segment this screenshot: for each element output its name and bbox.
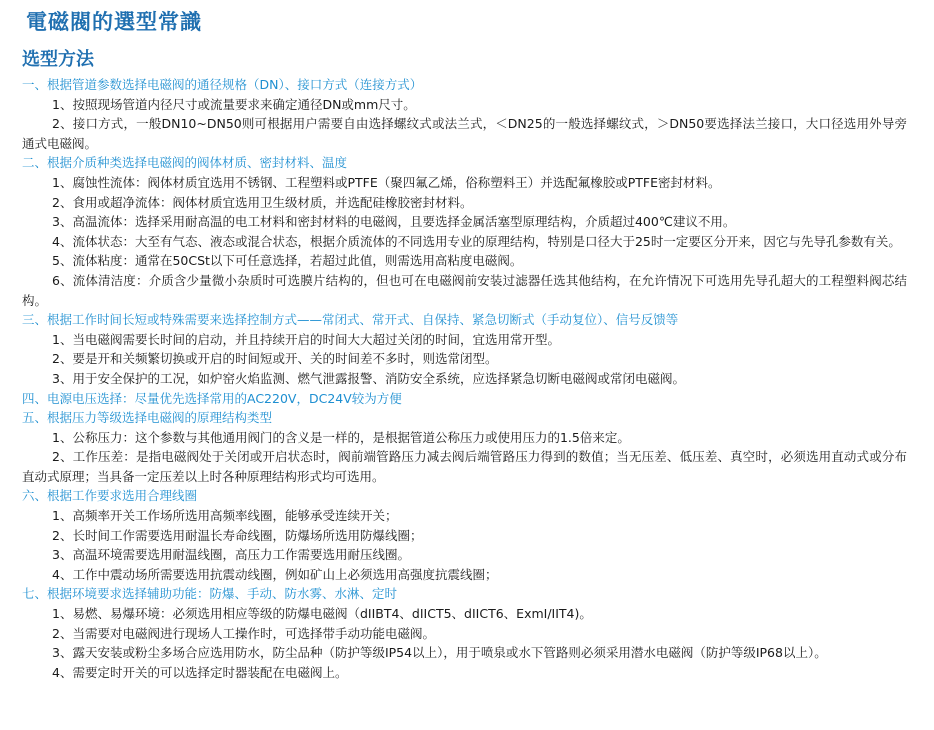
list-item: 1、当电磁阀需要长时间的启动，并且持续开启的时间大大超过关闭的时间，宜选用常开型。: [52, 331, 560, 347]
list-item: 2、食用或超净流体：阀体材质宜选用卫生级材质，并选配硅橡胶密封材料。: [52, 194, 473, 210]
list-item: 1、按照现场管道内径尺寸或流量要求来确定通径DN或mm尺寸。: [52, 96, 416, 112]
page-title: 電磁閥的選型常識: [26, 10, 202, 34]
list-item: 2、工作压差：是指电磁阀处于关闭或开启状态时，阀前端管路压力减去阀后端管路压力得到的数值；当无压差、低压差、真空时，必须选用直动式或分布直动式原理；当具备一定压差以上时各种原理结构形式均可选用。: [22, 449, 907, 484]
section-heading: 三、根据工作时间长短或特殊需要来选择控制方式——常闭式、常开式、自保持、紧急切断式（手动复位）、信号反馈等: [22, 312, 679, 328]
list-item: 4、需要定时开关的可以选择定时器装配在电磁阀上。: [52, 664, 348, 680]
section-heading: 一、根据管道参数选择电磁阀的通径规格（DN）、接口方式（连接方式）: [22, 77, 423, 92]
section-heading: 四、电源电压选择：尽量优先选择常用的AC220V，DC24V较为方便: [22, 390, 402, 406]
list-item: 1、公称压力：这个参数与其他通用阀门的含义是一样的，是根据管道公称压力或使用压力的1.5倍来定。: [52, 429, 630, 445]
list-item: 2、当需要对电磁阀进行现场人工操作时，可选择带手动功能电磁阀。: [52, 625, 435, 641]
list-item: 3、露天安装或粉尘多场合应选用防水，防尘品种（防护等级IP54以上），用于喷泉或水下管路则必须采用潜水电磁阀（防护等级IP68以上）。: [52, 645, 827, 661]
list-item: 5、流体粘度：通常在50CSt以下可任意选择，若超过此值，则需选用高粘度电磁阀。: [52, 253, 523, 269]
list-item: 3、高温环境需要选用耐温线圈，高压力工作需要选用耐压线圈。: [52, 547, 410, 563]
list-item: 1、高频率开关工作场所选用高频率线圈，能够承受连续开关；: [52, 508, 398, 524]
list-item: 2、长时间工作需要选用耐温长寿命线圈，防爆场所选用防爆线圈；: [52, 527, 423, 543]
list-item: 3、高温流体：选择采用耐高温的电工材料和密封材料的电磁阀，且要选择金属活塞型原理结构，介质超过400℃建议不用。: [52, 214, 736, 230]
section-subtitle: 选型方法: [22, 49, 94, 70]
content-body: [22, 75, 907, 682]
list-item: 1、易燃、易爆环境：必须选用相应等级的防爆电磁阀（dIIBT4、dIICT5、dIICT6、ExmI/IIT4)。: [52, 606, 592, 622]
list-item: 4、工作中震动场所需要选用抗震动线圈，例如矿山上必须选用高强度抗震线圈；: [52, 566, 498, 582]
list-item: 2、要是开和关频繁切换或开启的时间短或开、关的时间差不多时，则选常闭型。: [52, 351, 498, 367]
list-item: 4、流体状态：大至有气态、液态或混合状态，根据介质流体的不同选用专业的原理结构，特别是口径大于25时一定要区分开来，因它与先导孔参数有关。: [52, 233, 901, 249]
list-item: 3、用于安全保护的工况，如炉窑火焰监测、燃气泄露报警、消防安全系统，应选择紧急切断电磁阀或常闭电磁阀。: [52, 370, 685, 386]
section-heading: 二、根据介质种类选择电磁阀的阀体材质、密封材料、温度: [22, 155, 348, 171]
section-heading: 五、根据压力等级选择电磁阀的原理结构类型: [22, 410, 273, 426]
list-item: 2、接口方式，一般DN10~DN50则可根据用户需要自由选择螺纹式或法兰式，＜DN25的一般选择螺纹式，＞DN50要选择法兰接口，大口径选用外导旁通式电磁阀。: [22, 116, 907, 151]
list-item: 6、流体清洁度：介质含少量微小杂质时可选膜片结构的，但也可在电磁阀前安装过滤器任选其他结构，在允许情况下可选用先导孔超大的工程塑料阀芯结构。: [22, 272, 907, 308]
section-heading: 六、根据工作要求选用合理线圈: [22, 488, 198, 504]
section-heading: 七、根据环境要求选择辅助功能：防爆、手动、防水雾、水淋、定时: [22, 586, 398, 602]
list-item: 1、腐蚀性流体：阀体材质宜选用不锈钢、工程塑料或PTFE（聚四氟乙烯，俗称塑料王）并选配氟橡胶或PTFE密封材料。: [52, 174, 721, 190]
